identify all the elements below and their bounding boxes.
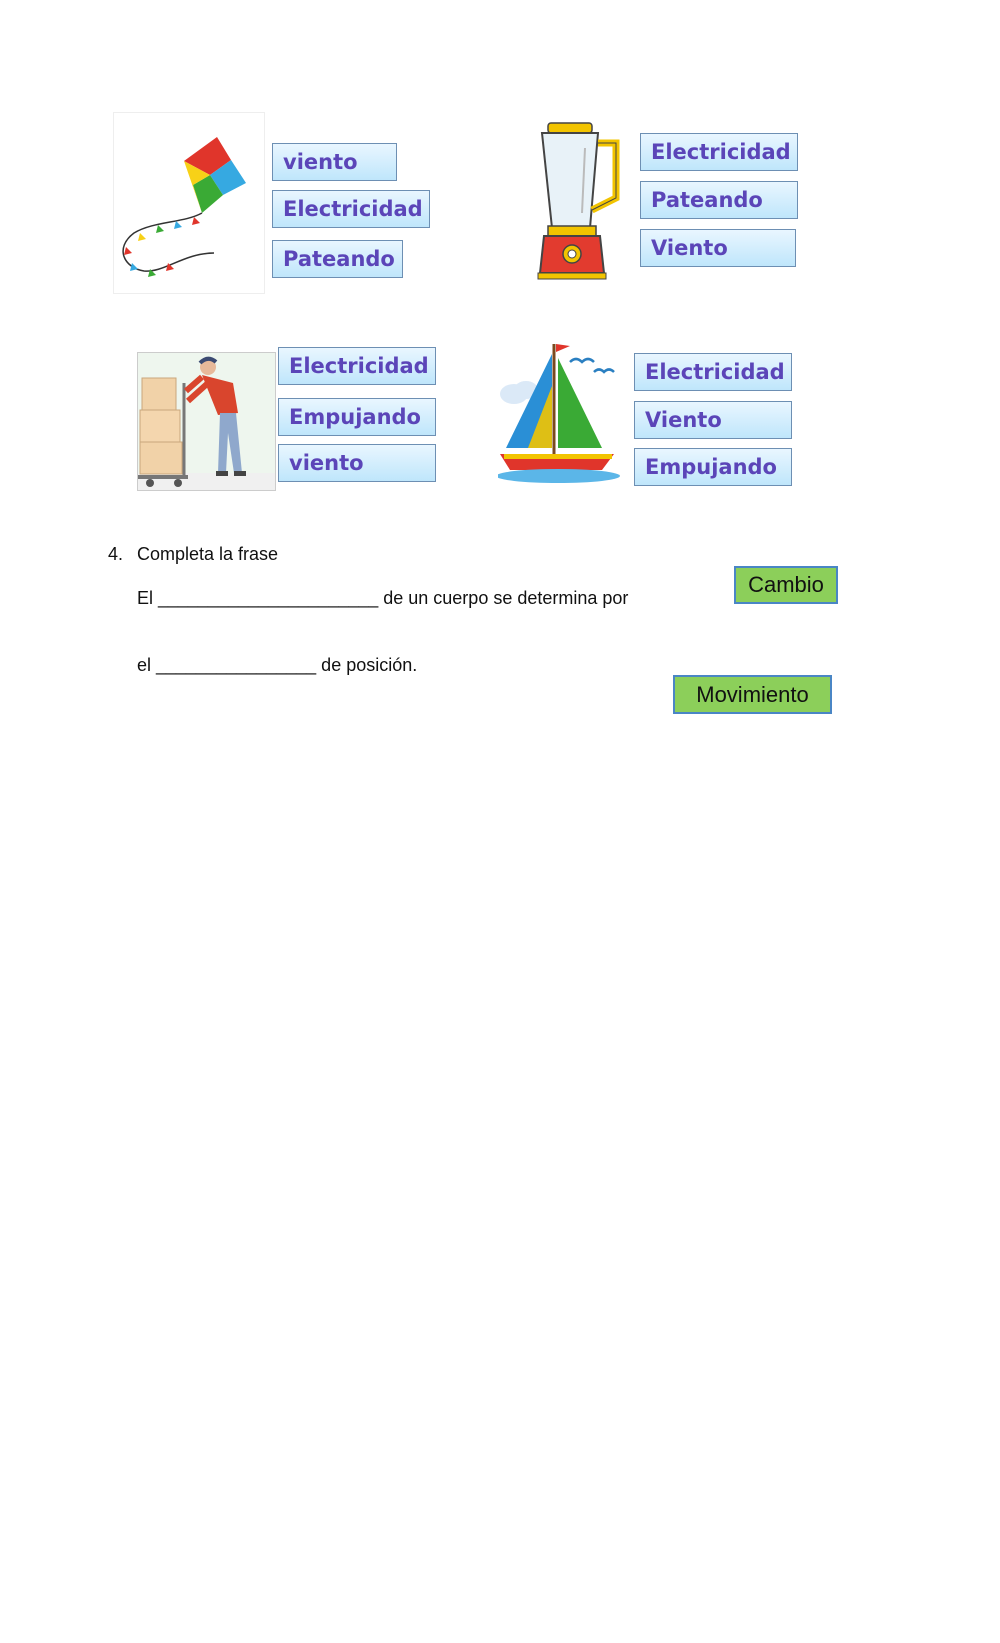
option-boat-viento[interactable]: Viento bbox=[634, 401, 792, 439]
question-title: Completa la frase bbox=[137, 544, 279, 564]
option-man-electricidad[interactable]: Electricidad bbox=[278, 347, 436, 385]
word-bank-cambio[interactable]: Cambio bbox=[734, 566, 838, 604]
sentence-line-2: el ________________ de posición. bbox=[137, 655, 418, 675]
option-boat-empujando[interactable]: Empujando bbox=[634, 448, 792, 486]
word-bank-movimiento[interactable]: Movimiento bbox=[673, 675, 832, 714]
option-boat-electricidad[interactable]: Electricidad bbox=[634, 353, 792, 391]
sailboat-image bbox=[498, 336, 628, 486]
blender-image bbox=[530, 118, 625, 283]
option-kite-viento[interactable]: viento bbox=[272, 143, 397, 181]
question-number: 4. bbox=[108, 544, 124, 564]
option-blender-viento[interactable]: Viento bbox=[640, 229, 796, 267]
option-kite-electricidad[interactable]: Electricidad bbox=[272, 190, 430, 228]
option-man-viento[interactable]: viento bbox=[278, 444, 436, 482]
option-blender-pateando[interactable]: Pateando bbox=[640, 181, 798, 219]
option-kite-pateando[interactable]: Pateando bbox=[272, 240, 403, 278]
sentence-line-1: El ______________________ de un cuerpo se determina por bbox=[137, 588, 629, 608]
option-man-empujando[interactable]: Empujando bbox=[278, 398, 436, 436]
option-blender-electricidad[interactable]: Electricidad bbox=[640, 133, 798, 171]
kite-image bbox=[113, 112, 265, 294]
man-pushing-cart-image bbox=[137, 352, 276, 491]
